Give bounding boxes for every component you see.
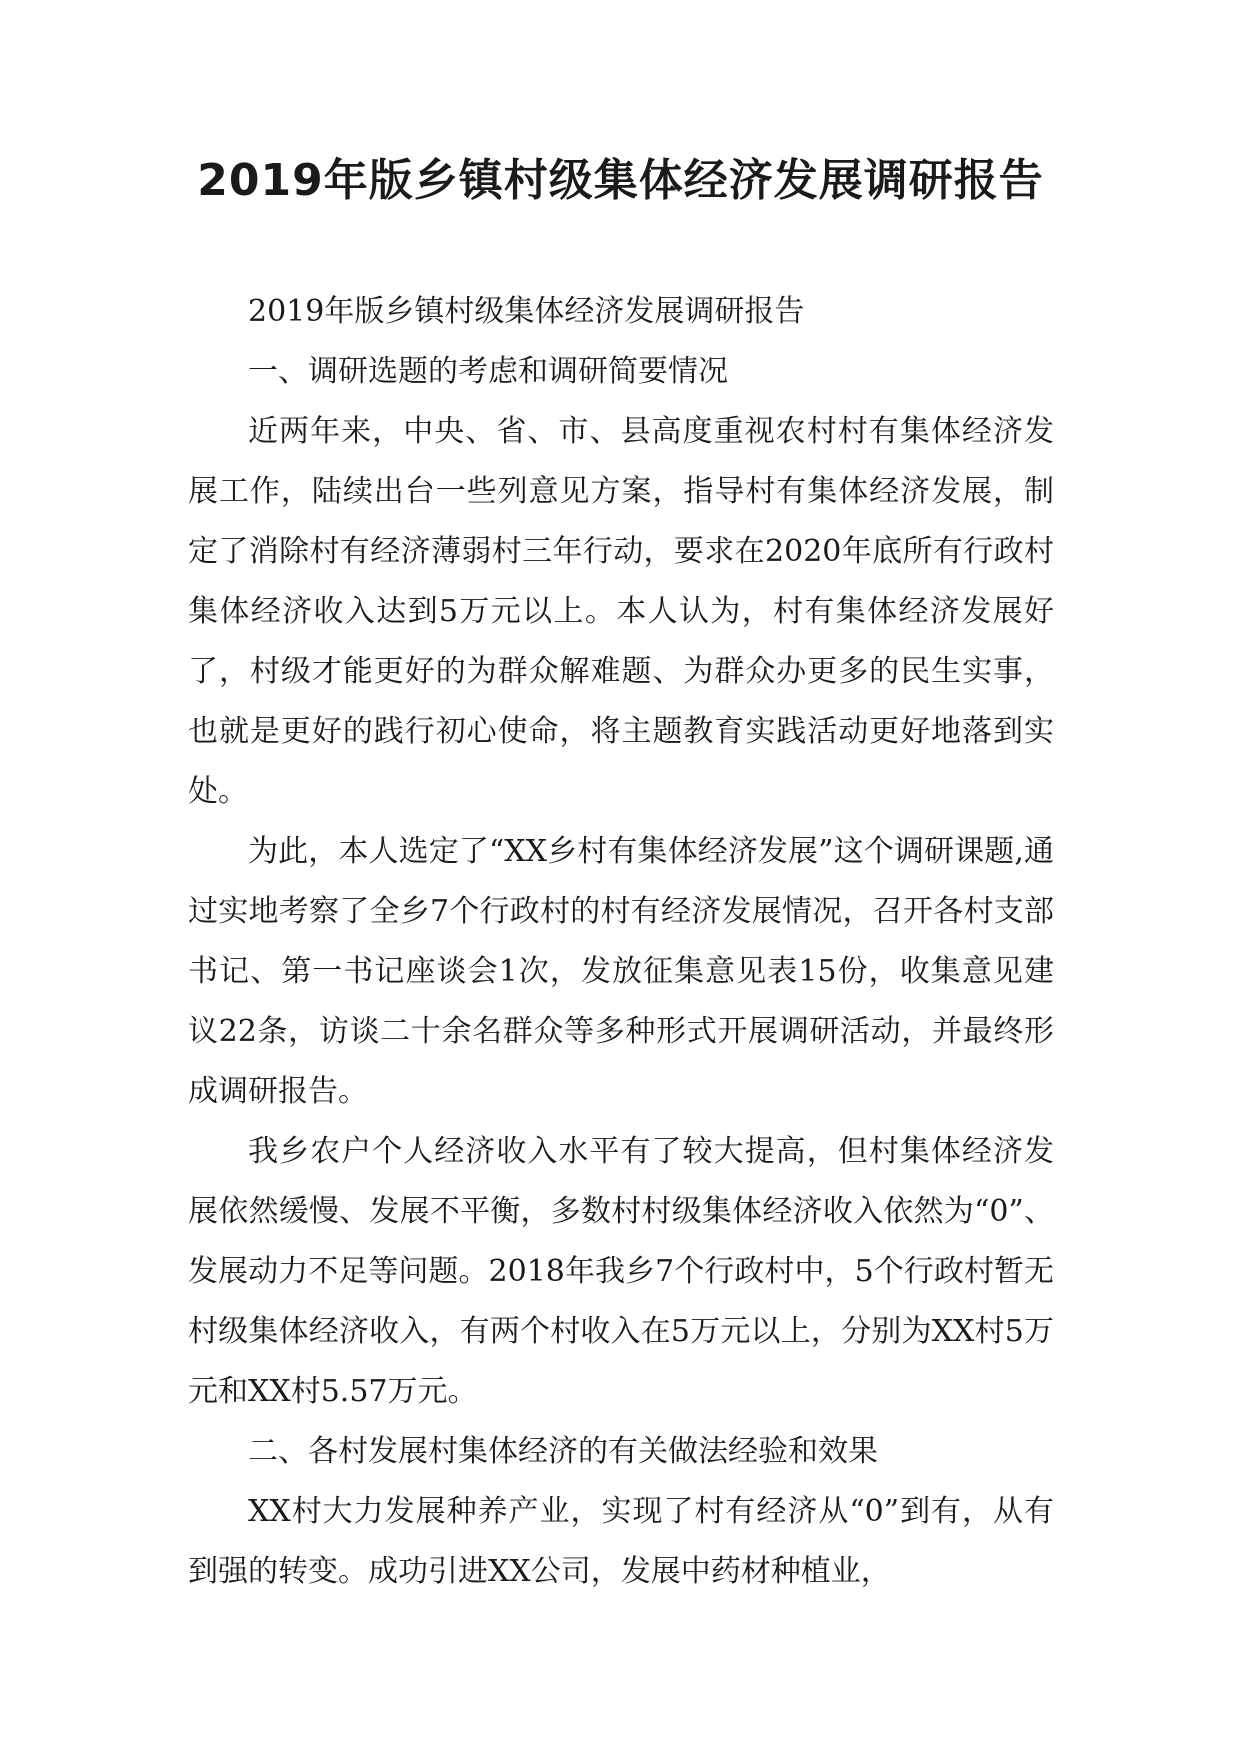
- body-paragraph: XX村大力发展种养产业，实现了村有经济从“0”到有，从有到强的转变。成功引进XX公司，发展中药材种植业，: [188, 1494, 1054, 1589]
- document-title: 2019年版乡镇村级集体经济发展调研报告: [197, 155, 1044, 206]
- document-body: [188, 282, 1054, 1602]
- section-heading-1: 一、调研选题的考虑和调研简要情况: [248, 354, 728, 389]
- body-paragraph: 我乡农户个人经济收入水平有了较大提高，但村集体经济发展依然缓慢、发展不平衡，多数村村级集体经济收入依然为“0”、发展动力不足等问题。2018年我乡7个行政村中，5个行政村暂无村级集体经济收入，有两个村收入在5万元以上，分别为XX村5万元和XX村5.57万元。: [188, 1134, 1054, 1409]
- body-subtitle-paragraph: 2019年版乡镇村级集体经济发展调研报告: [248, 294, 805, 329]
- body-paragraph: 近两年来，中央、省、市、县高度重视农村村有集体经济发展工作，陆续出台一些列意见方案，指导村有集体经济发展，制定了消除村有经济薄弱村三年行动，要求在2020年底所有行政村集体经济收入达到5万元以上。本人认为，村有集体经济发展好了，村级才能更好的为群众解难题、为群众办更多的民生实事，也就是更好的践行初心使命，将主题教育实践活动更好地落到实处。: [188, 414, 1054, 809]
- section-heading-2: 二、各村发展村集体经济的有关做法经验和效果: [248, 1434, 878, 1469]
- body-paragraph: 为此，本人选定了“XX乡村有集体经济发展”这个调研课题,通过实地考察了全乡7个行政村的村有经济发展情况，召开各村支部书记、第一书记座谈会1次，发放征集意见表15份，收集意见建议22条，访谈二十余名群众等多种形式开展调研活动，并最终形成调研报告。: [188, 834, 1054, 1109]
